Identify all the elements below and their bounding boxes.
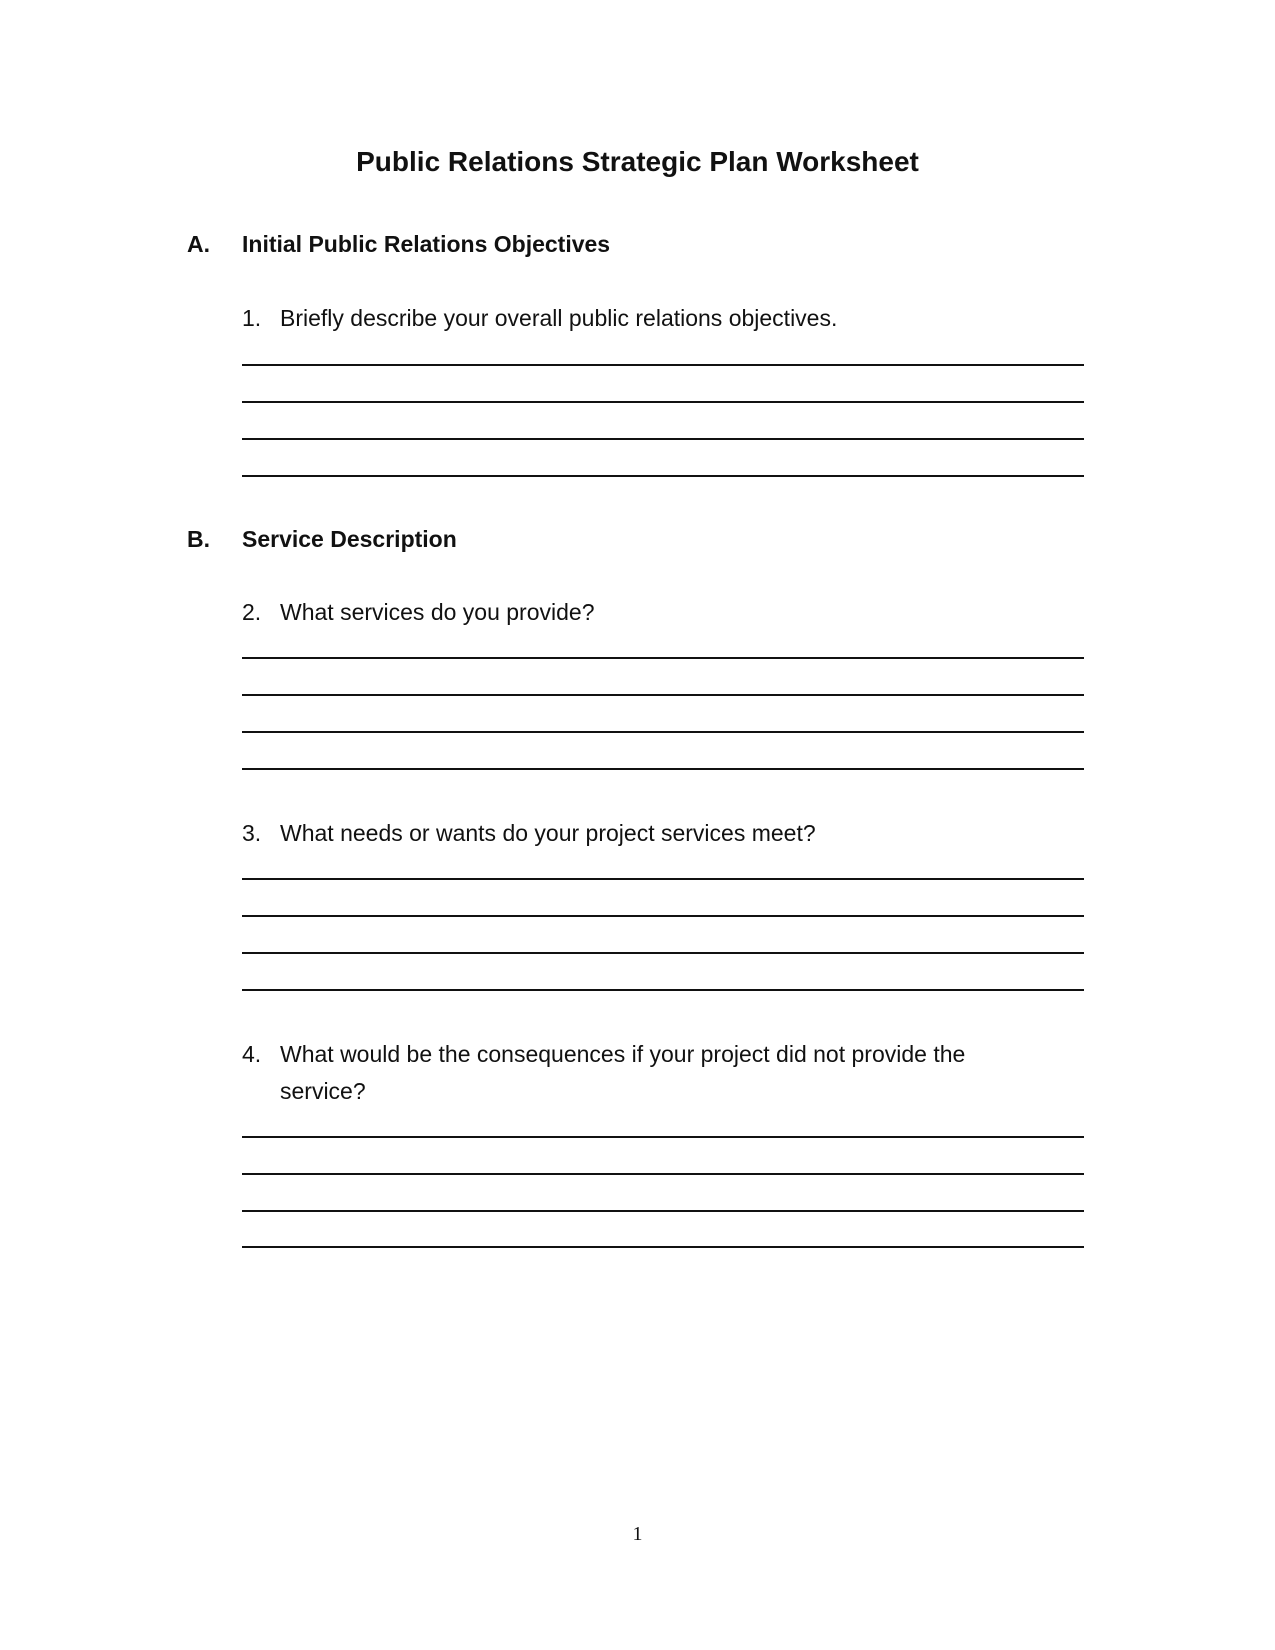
question-1-number: 1. [242,305,262,331]
question-4-text: What would be the consequences if your project did not provide the service? [280,1041,966,1104]
question-4-answer-line-3[interactable] [242,1210,1084,1212]
page-number: 1 [632,1523,643,1545]
section-b-letter: B. [187,526,210,552]
question-1-answer-line-1[interactable] [242,364,1084,366]
question-4-answer-line-2[interactable] [242,1173,1084,1175]
question-3-answer-line-2[interactable] [242,915,1084,917]
question-4-number: 4. [242,1041,262,1067]
question-2-answer-line-3[interactable] [242,731,1084,733]
question-3-number: 3. [242,820,262,846]
question-3-answer-line-1[interactable] [242,878,1084,880]
question-3-text: What needs or wants do your project services meet? [280,820,816,846]
question-1-text: Briefly describe your overall public relations objectives. [280,305,838,331]
page-title: Public Relations Strategic Plan Worksheet [356,146,919,177]
question-1-answer-line-4[interactable] [242,475,1084,477]
question-2-answer-line-2[interactable] [242,694,1084,696]
question-3-answer-line-4[interactable] [242,989,1084,991]
question-1-answer-line-2[interactable] [242,401,1084,403]
section-b-title: Service Description [242,526,457,552]
question-2-number: 2. [242,599,262,625]
question-2-answer-line-1[interactable] [242,657,1084,659]
section-a-letter: A. [187,231,210,257]
question-2-text: What services do you provide? [280,599,595,625]
question-1-answer-line-3[interactable] [242,438,1084,440]
question-4-answer-line-1[interactable] [242,1136,1084,1138]
section-a-title: Initial Public Relations Objectives [242,231,611,257]
question-2-answer-line-4[interactable] [242,768,1084,770]
question-3-answer-line-3[interactable] [242,952,1084,954]
question-4-answer-line-4[interactable] [242,1246,1084,1248]
